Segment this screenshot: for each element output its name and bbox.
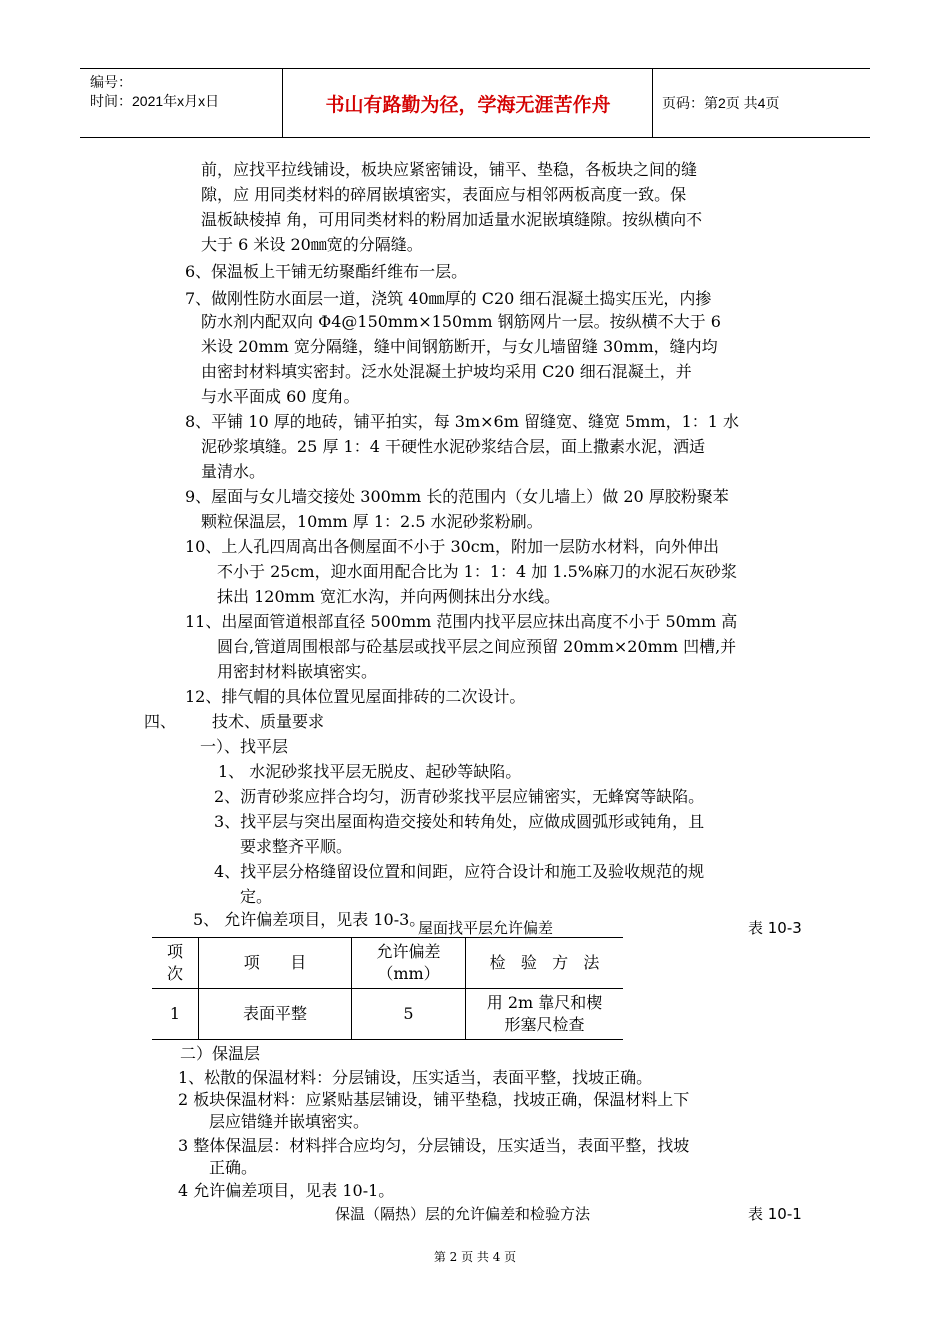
text-line: 圆台,管道周围根部与砼基层或找平层之间应预留 20mm×20mm 凹槽,并 <box>217 637 737 656</box>
cell-item: 表面平整 <box>199 989 352 1040</box>
section-number: 四、 <box>144 712 177 731</box>
text-line: 不小于 25cm，迎水面用配合比为 1：1：4 加 1.5%麻刀的水泥石灰砂浆 <box>217 562 738 581</box>
cell-text: 形塞尺检查 <box>504 1015 585 1034</box>
text-line: 温板缺棱掉 角，可用同类材料的粉屑加适量水泥嵌填缝隙。按纵横向不 <box>201 210 703 229</box>
text-line: 米设 20mm 宽分隔缝，缝中间钢筋断开，与女儿墙留缝 30mm，缝内均 <box>201 337 718 356</box>
deviation-table <box>152 937 623 1040</box>
text-line: 12、排气帽的具体位置见屋面排砖的二次设计。 <box>185 687 526 706</box>
header-meta <box>80 69 283 137</box>
text-line: 3、找平层与突出屋面构造交接处和转角处，应做成圆弧形或钝角，且 <box>214 812 705 831</box>
text-line: 量清水。 <box>201 462 266 481</box>
table-number: 表 10-3 <box>748 919 802 937</box>
doc-number-label: 编号： <box>90 74 132 90</box>
cell-text: 次 <box>166 964 183 983</box>
text-line: 定。 <box>240 887 273 906</box>
text-line: 层应错缝并嵌填密实。 <box>209 1112 370 1131</box>
text-line: 4 允许偏差项目，见表 10-1。 <box>178 1181 395 1200</box>
text-line: 2、沥青砂浆应拌合均匀，沥青砂浆找平层应铺密实，无蜂窝等缺陷。 <box>214 787 705 806</box>
text-line: 8、平铺 10 厚的地砖，铺平拍实，每 3m×6m 留缝宽、缝宽 5mm，1：1 水 <box>185 412 740 431</box>
text-line: 1、 水泥砂浆找平层无脱皮、起砂等缺陷。 <box>218 762 522 781</box>
cell-method <box>466 989 624 1040</box>
page-footer: 第 2 页 共 4 页 <box>433 1250 517 1264</box>
table-number: 表 10-1 <box>748 1205 802 1223</box>
table-row <box>152 989 623 1040</box>
table-header-row <box>152 938 623 989</box>
text-line: 7、做刚性防水面层一道，浇筑 40㎜厚的 C20 细石混凝土捣实压光，内掺 <box>185 289 712 308</box>
cell-deviation: 5 <box>352 989 466 1040</box>
text-line: 6、保温板上干铺无纺聚酯纤维布一层。 <box>185 262 468 281</box>
header-page-info: 页码：第2页 共4页 <box>662 95 780 111</box>
text-line: 抹出 120mm 宽汇水沟，并向两侧抹出分水线。 <box>217 587 561 606</box>
cell-text: （mm） <box>377 964 440 983</box>
table-caption: 屋面找平层允许偏差 <box>418 919 554 937</box>
text-line: 1、松散的保温材料：分层铺设，压实适当，表面平整，找坡正确。 <box>178 1068 653 1087</box>
text-line: 2 板块保温材料：应紧贴基层铺设，铺平垫稳，找坡正确，保温材料上下 <box>178 1090 690 1109</box>
header-cell-item: 项 目 <box>199 938 352 989</box>
cell-text: 项 <box>166 942 183 961</box>
text-line: 用密封材料嵌填密实。 <box>217 662 378 681</box>
text-line: 9、屋面与女儿墙交接处 300mm 长的范围内（女儿墙上）做 20 厚胶粉聚苯 <box>185 487 729 506</box>
text-line: 防水剂内配双向 Φ4@150mm×150mm 钢筋网片一层。按纵横不大于 6 <box>201 312 721 331</box>
subsection-title: 一）、找平层 <box>200 737 289 756</box>
section-title: 技术、质量要求 <box>212 712 325 731</box>
text-line: 前，应找平拉线铺设，板块应紧密铺设，铺平、垫稳，各板块之间的缝 <box>201 160 698 179</box>
page-header <box>80 68 870 138</box>
text-line: 4、找平层分格缝留设位置和间距，应符合设计和施工及验收规范的规 <box>214 862 705 881</box>
text-line: 颗粒保温层，10mm 厚 1：2.5 水泥砂浆粉刷。 <box>201 512 543 531</box>
header-cell-method: 检 验 方 法 <box>466 938 624 989</box>
cell-text: 用 2m 靠尺和楔 <box>486 993 603 1012</box>
text-line: 5、 允许偏差项目，见表 10-3。 <box>193 910 426 929</box>
text-line: 3 整体保温层：材料拌合应均匀，分层铺设，压实适当，表面平整，找坡 <box>178 1136 690 1155</box>
text-line: 由密封材料填实密封。泛水处混凝土护坡均采用 C20 细石混凝土，并 <box>201 362 692 381</box>
text-line: 隙，应 用同类材料的碎屑嵌填密实，表面应与相邻两板高度一致。保 <box>201 185 687 204</box>
header-cell-no <box>152 938 199 989</box>
doc-date: 时间：2021年x月x日 <box>90 93 220 109</box>
header-cell-deviation <box>352 938 466 989</box>
text-line: 10、上人孔四周高出各侧屋面不小于 30cm，附加一层防水材料，向外伸出 <box>185 537 719 556</box>
text-line: 与水平面成 60 度角。 <box>201 387 360 406</box>
subsection-title: 二）保温层 <box>180 1044 261 1063</box>
cell-text: 允许偏差 <box>376 942 441 961</box>
text-line: 要求整齐平顺。 <box>240 837 353 856</box>
cell-no: 1 <box>152 989 199 1040</box>
header-motto: 书山有路勤为径，学海无涯苦作舟 <box>284 69 653 137</box>
text-line: 大于 6 米设 20㎜宽的分隔缝。 <box>201 235 423 254</box>
text-line: 正确。 <box>209 1158 258 1177</box>
text-line: 11、出屋面管道根部直径 500mm 范围内找平层应抹出高度不小于 50mm 高 <box>185 612 738 631</box>
table-caption: 保温（隔热）层的允许偏差和检验方法 <box>335 1205 591 1223</box>
text-line: 泥砂浆填缝。25 厚 1：4 干硬性水泥砂浆结合层，面上撒素水泥，洒适 <box>201 437 705 456</box>
